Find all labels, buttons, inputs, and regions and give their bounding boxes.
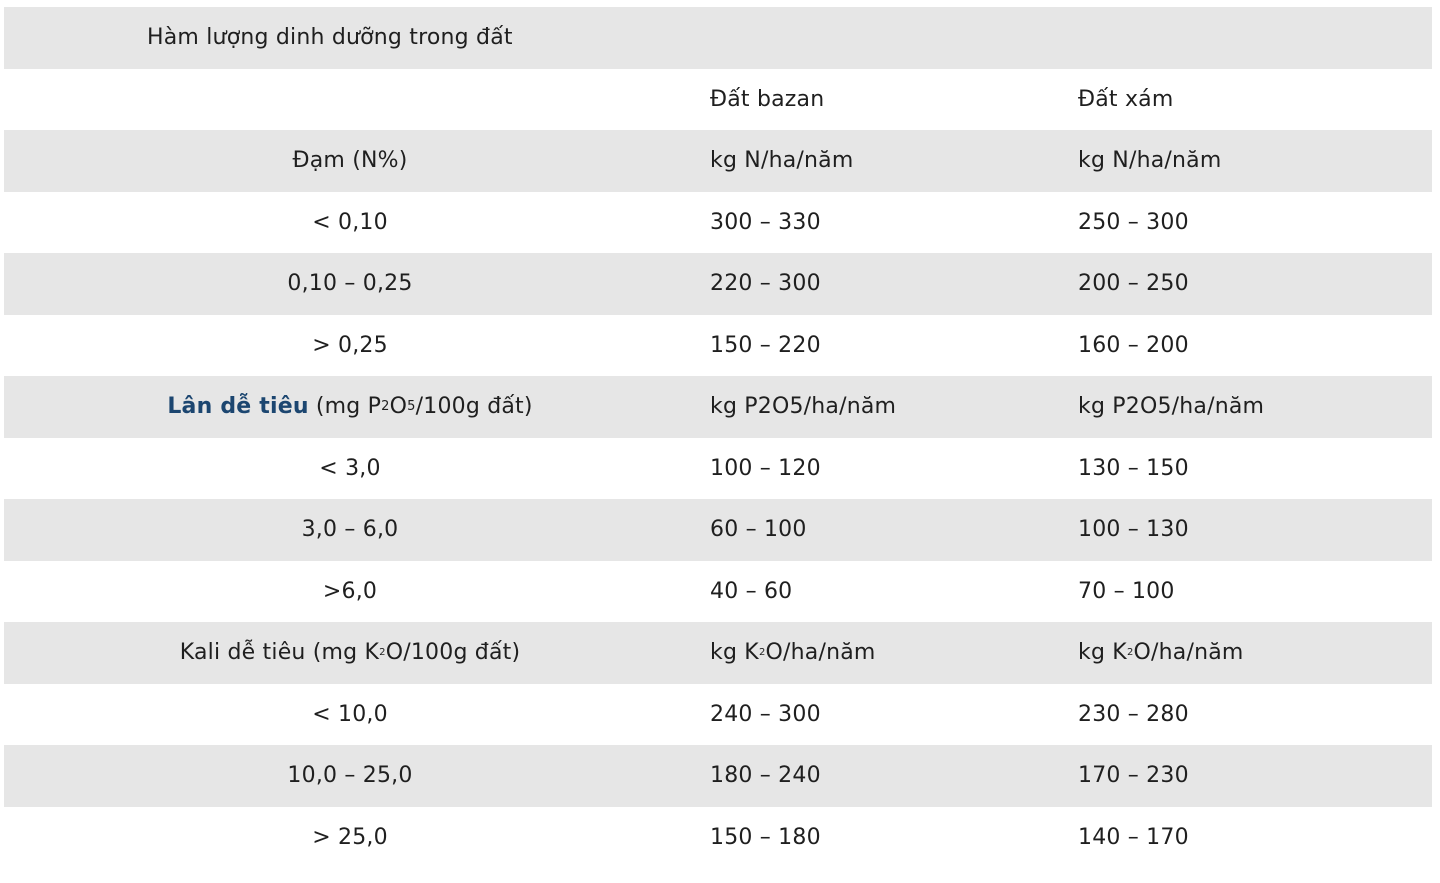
column-header-bazan: Đất bazan <box>710 86 825 112</box>
table-row <box>4 684 1432 746</box>
xam-value: 230 – 280 <box>1078 701 1189 727</box>
bazan-value: 150 – 220 <box>710 332 821 358</box>
bazan-value: 60 – 100 <box>710 517 807 543</box>
xam-value: 160 – 200 <box>1078 332 1189 358</box>
potassium-unit-suffix: O/ha/năm <box>1133 640 1244 666</box>
table-row <box>4 315 1432 377</box>
potassium-unit-bazan: kg K 2 O/ha/năm <box>710 640 876 666</box>
phosphorus-link[interactable]: Lân dễ tiêu <box>167 394 309 420</box>
phosphorus-unit-bazan: kg P2O5/ha/năm <box>710 394 897 420</box>
potassium-section-header <box>4 622 1432 684</box>
xam-value: 250 – 300 <box>1078 209 1189 235</box>
xam-value: 100 – 130 <box>1078 517 1189 543</box>
phosphorus-label: Lân dễ tiêu (mg P 2 O 5 /100g đất) <box>167 394 533 420</box>
range-cell: 10,0 – 25,0 <box>287 763 413 789</box>
bazan-value: 180 – 240 <box>710 763 821 789</box>
range-cell: 3,0 – 6,0 <box>301 517 399 543</box>
xam-value: 200 – 250 <box>1078 271 1189 297</box>
column-header-xam: Đất xám <box>1078 86 1174 112</box>
range-cell: < 10,0 <box>312 701 388 727</box>
xam-value: 140 – 170 <box>1078 824 1189 850</box>
bazan-value: 240 – 300 <box>710 701 821 727</box>
phosphorus-section-header <box>4 376 1432 438</box>
potassium-unit-prefix: kg K <box>1078 640 1127 666</box>
potassium-unit-suffix: O/ha/năm <box>765 640 876 666</box>
nitrogen-unit-bazan: kg N/ha/năm <box>710 148 854 174</box>
range-cell: < 3,0 <box>319 455 381 481</box>
column-header-row <box>4 69 1432 131</box>
range-cell: > 0,25 <box>312 332 388 358</box>
xam-value: 170 – 230 <box>1078 763 1189 789</box>
phosphorus-unit-mid: O <box>389 394 408 420</box>
range-cell: > 25,0 <box>312 824 388 850</box>
nitrogen-label: Đạm (N%) <box>292 148 408 174</box>
range-cell: < 0,10 <box>312 209 388 235</box>
table-row <box>4 561 1432 623</box>
phosphorus-unit-prefix: (mg P <box>315 394 382 420</box>
range-cell: 0,10 – 0,25 <box>287 271 413 297</box>
xam-value: 70 – 100 <box>1078 578 1175 604</box>
bazan-value: 220 – 300 <box>710 271 821 297</box>
table-row <box>4 745 1432 807</box>
phosphorus-unit-suffix: /100g đất) <box>415 394 533 420</box>
table-row <box>4 438 1432 500</box>
table-row <box>4 192 1432 254</box>
bazan-value: 40 – 60 <box>710 578 793 604</box>
nitrogen-unit-xam: kg N/ha/năm <box>1078 148 1222 174</box>
potassium-unit-prefix: kg K <box>710 640 759 666</box>
bazan-value: 150 – 180 <box>710 824 821 850</box>
table-row <box>4 253 1432 315</box>
table-row <box>4 499 1432 561</box>
range-cell: >6,0 <box>322 578 378 604</box>
nitrogen-section-header <box>4 130 1432 192</box>
potassium-label-prefix: Kali dễ tiêu (mg K <box>179 640 380 666</box>
nutrient-table <box>4 7 1432 868</box>
table-title: Hàm lượng dinh dưỡng trong đất <box>147 25 513 51</box>
xam-value: 130 – 150 <box>1078 455 1189 481</box>
table-row <box>4 807 1432 869</box>
table-title-row <box>4 7 1432 69</box>
bazan-value: 100 – 120 <box>710 455 821 481</box>
potassium-label: Kali dễ tiêu (mg K 2 O/100g đất) <box>179 640 521 666</box>
phosphorus-unit-xam: kg P2O5/ha/năm <box>1078 394 1265 420</box>
bazan-value: 300 – 330 <box>710 209 821 235</box>
potassium-unit-xam: kg K 2 O/ha/năm <box>1078 640 1244 666</box>
potassium-label-suffix: O/100g đất) <box>385 640 521 666</box>
